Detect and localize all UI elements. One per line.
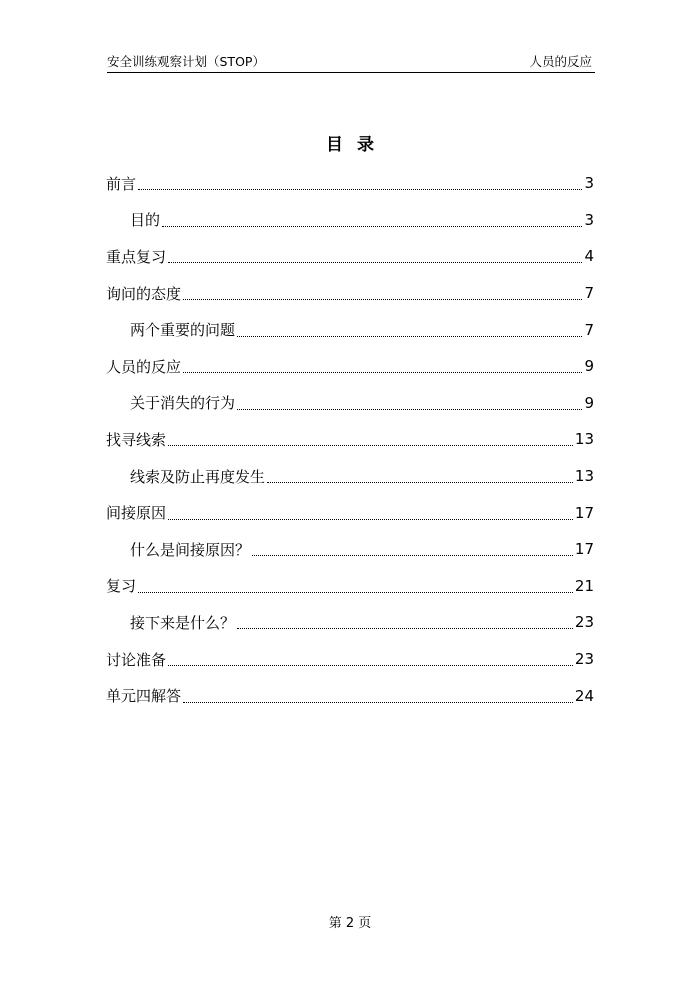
- page-number: 第 2 页: [328, 916, 372, 931]
- toc-entry[interactable]: [106, 494, 594, 531]
- toc-entry[interactable]: [106, 568, 594, 605]
- document-title: 安全训练观察计划（STOP）: [107, 54, 265, 69]
- toc-entry-page: 3: [584, 174, 594, 193]
- page-header: [107, 50, 595, 73]
- toc-entry-page: 23: [574, 650, 594, 669]
- toc-entry-page: 13: [574, 430, 594, 449]
- dot-leader: [168, 444, 573, 446]
- toc-entry-page: 3: [584, 210, 594, 229]
- toc-entry[interactable]: [106, 238, 594, 275]
- toc-entry-label: 两个重要的问题: [130, 321, 236, 340]
- toc-entry-page: 7: [584, 284, 594, 303]
- toc-entry-label: 询问的态度: [106, 284, 182, 303]
- toc-entry-label: 线索及防止再度发生: [130, 467, 266, 486]
- toc-entry[interactable]: [106, 275, 594, 312]
- dot-leader: [168, 518, 573, 520]
- toc-entry-page: 13: [574, 467, 594, 486]
- toc-entry-label: 目的: [130, 211, 161, 230]
- toc-entry-page: 21: [574, 576, 594, 595]
- toc-entry[interactable]: [106, 531, 594, 568]
- toc-entry-label: 前言: [106, 174, 137, 193]
- dot-leader: [138, 591, 573, 593]
- dot-leader: [237, 335, 582, 337]
- table-of-contents: [106, 165, 594, 714]
- toc-entry-label: 间接原因: [106, 504, 167, 523]
- dot-leader: [267, 481, 573, 483]
- dot-leader: [183, 298, 582, 300]
- toc-entry-label: 人员的反应: [106, 357, 182, 376]
- toc-entry-label: 接下来是什么？: [130, 613, 236, 632]
- toc-entry-page: 23: [574, 613, 594, 632]
- toc-entry[interactable]: [106, 385, 594, 422]
- toc-entry-label: 找寻线索: [106, 430, 167, 449]
- dot-leader: [168, 261, 582, 263]
- toc-entry[interactable]: [106, 165, 594, 202]
- toc-entry-page: 9: [584, 357, 594, 376]
- toc-entry[interactable]: [106, 421, 594, 458]
- toc-entry[interactable]: [106, 604, 594, 641]
- toc-entry-label: 讨论准备: [106, 650, 167, 669]
- toc-heading: 目录: [326, 135, 388, 155]
- toc-entry-page: 4: [584, 247, 594, 266]
- toc-entry[interactable]: [106, 311, 594, 348]
- dot-leader: [183, 371, 582, 373]
- dot-leader: [183, 701, 573, 703]
- dot-leader: [237, 408, 582, 410]
- section-title: 人员的反应: [529, 54, 592, 69]
- toc-entry[interactable]: [106, 641, 594, 678]
- toc-entry-label: 复习: [106, 577, 137, 596]
- toc-entry-label: 关于消失的行为: [130, 394, 236, 413]
- toc-entry-label: 单元四解答: [106, 687, 182, 706]
- toc-entry-label: 什么是间接原因？: [130, 540, 251, 559]
- toc-entry[interactable]: [106, 348, 594, 385]
- toc-entry[interactable]: [106, 458, 594, 495]
- dot-leader: [162, 225, 582, 227]
- dot-leader: [237, 627, 573, 629]
- toc-entry-page: 17: [574, 540, 594, 559]
- toc-entry[interactable]: [106, 677, 594, 714]
- toc-entry-page: 24: [574, 686, 594, 705]
- toc-entry[interactable]: [106, 202, 594, 239]
- dot-leader: [168, 664, 573, 666]
- toc-entry-page: 9: [584, 393, 594, 412]
- toc-entry-page: 17: [574, 503, 594, 522]
- toc-entry-page: 7: [584, 320, 594, 339]
- dot-leader: [252, 554, 573, 556]
- dot-leader: [138, 188, 582, 190]
- toc-entry-label: 重点复习: [106, 247, 167, 266]
